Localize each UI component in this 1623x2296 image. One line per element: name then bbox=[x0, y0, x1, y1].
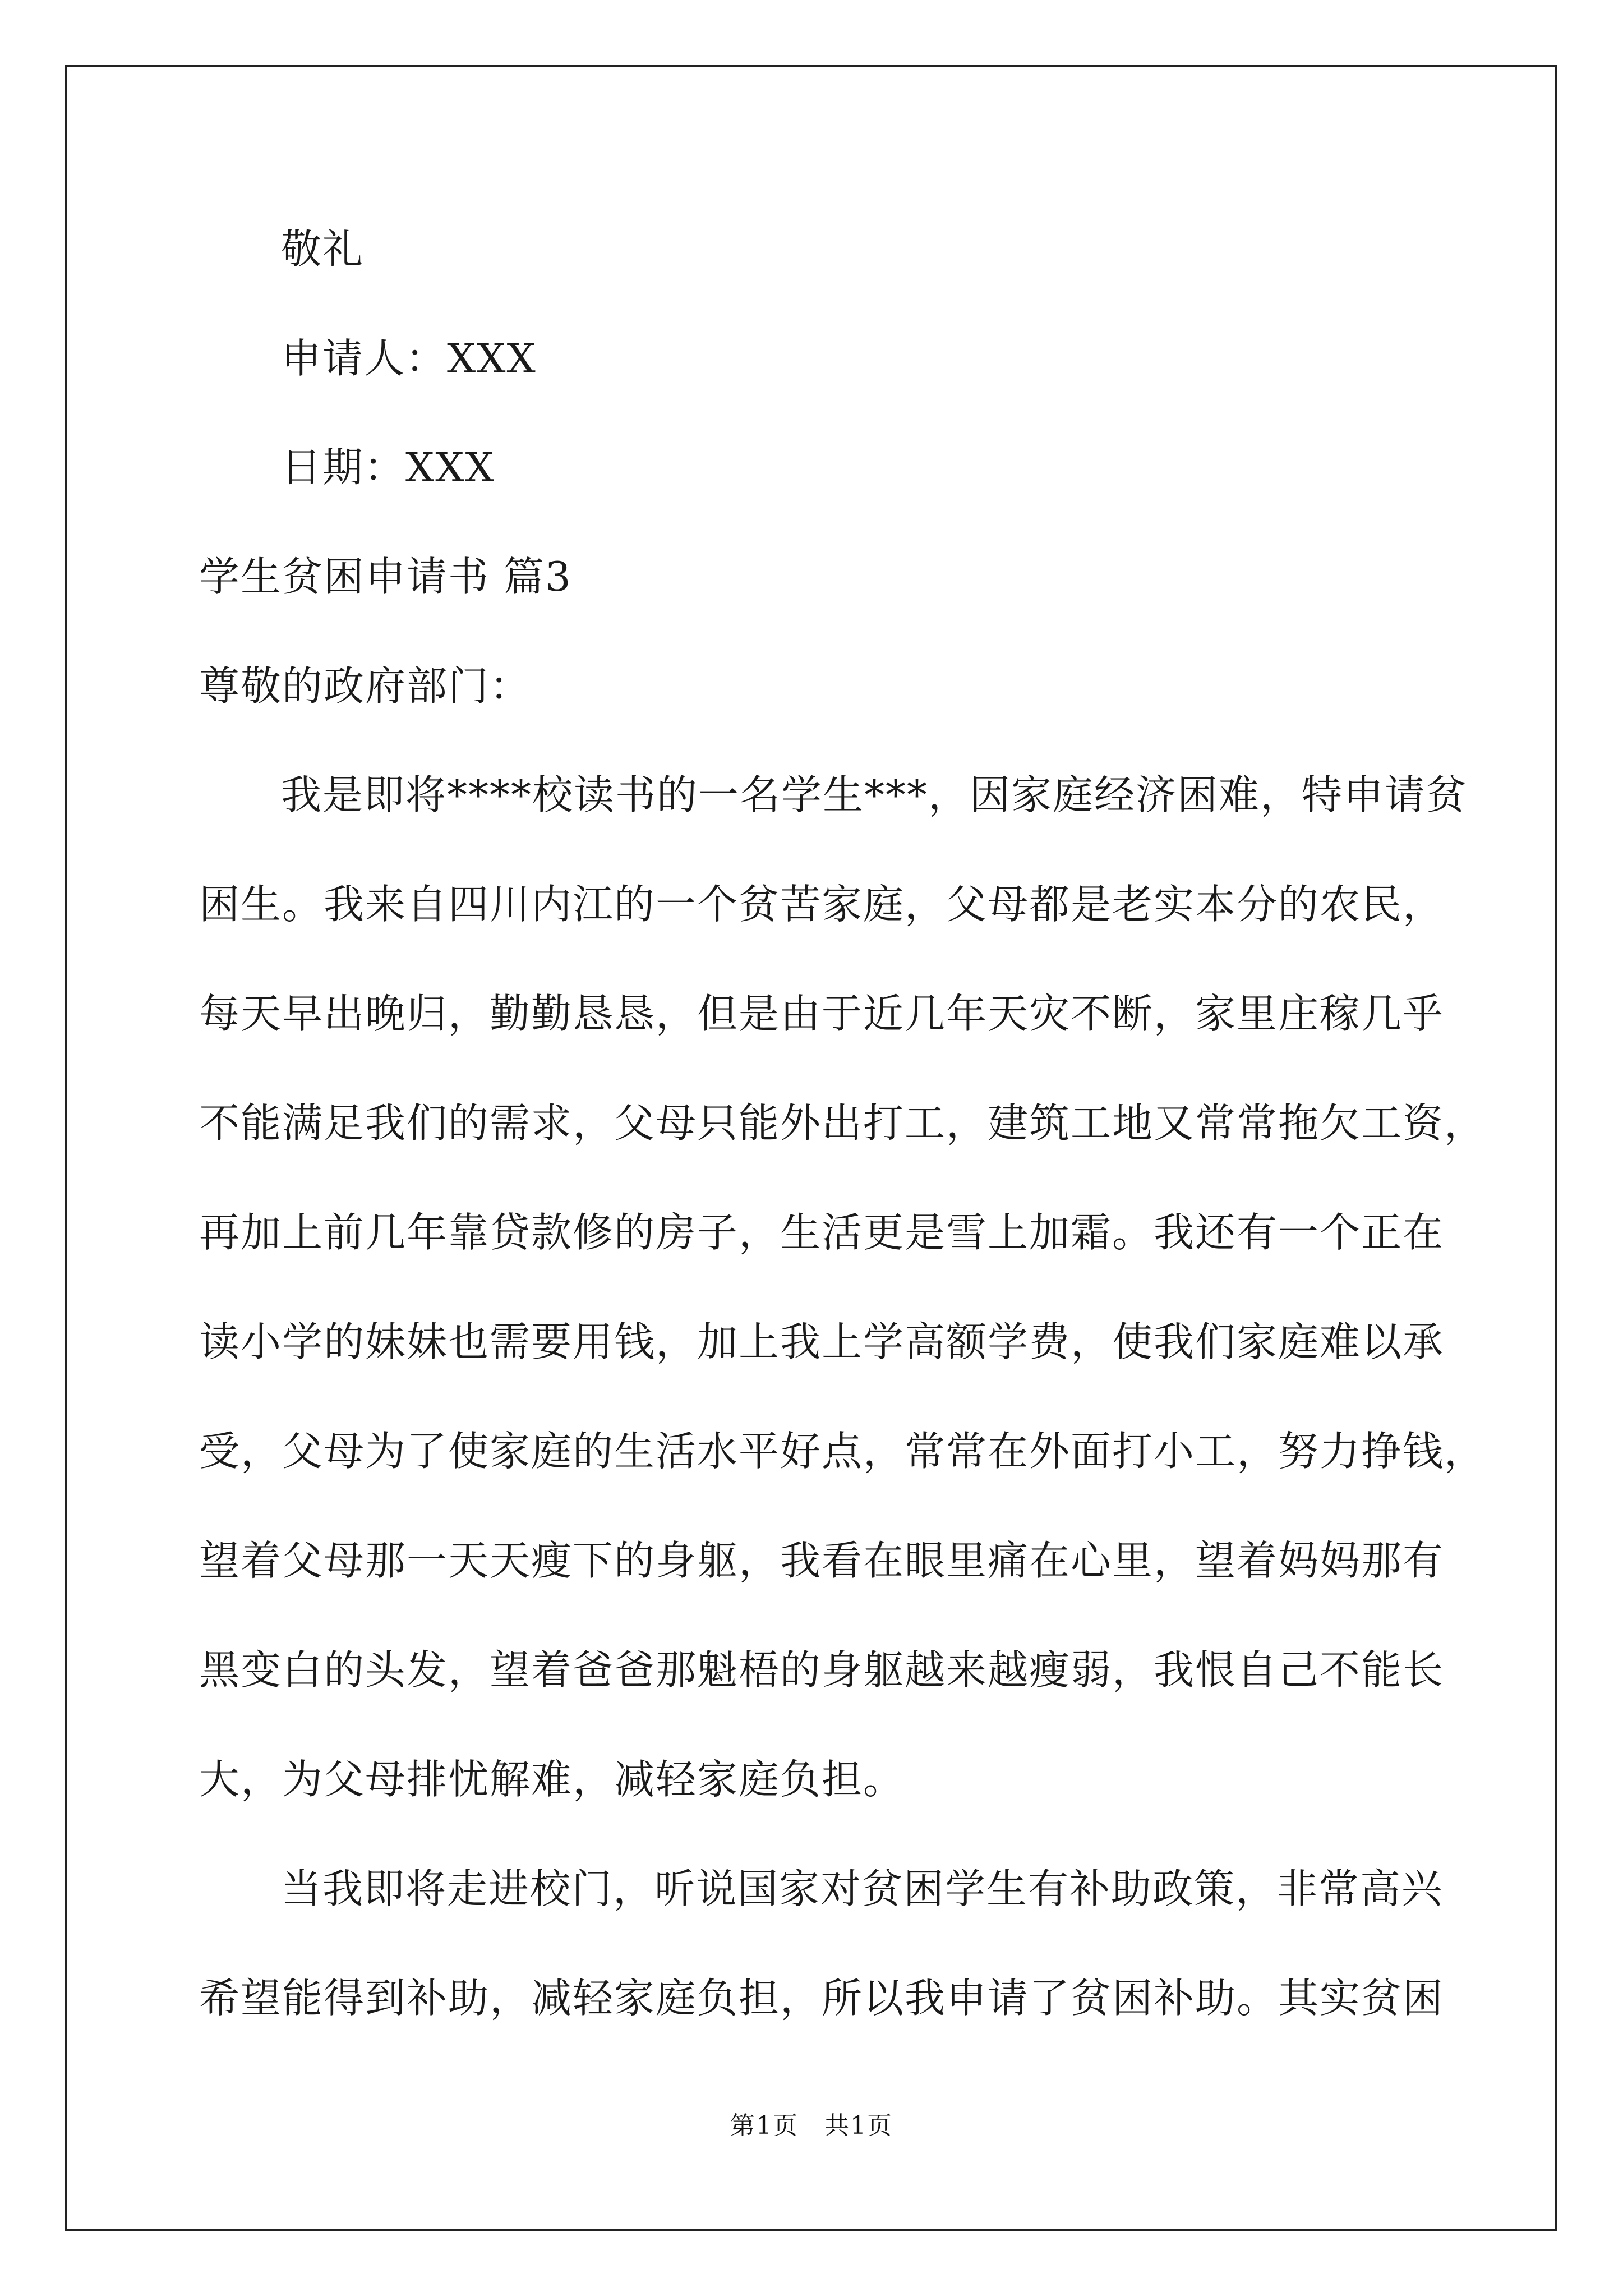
paragraph1-line: 读小学的妹妹也需要用钱，加上我上学高额学费，使我们家庭难以承 bbox=[199, 1318, 1445, 1365]
paragraph2-line: 希望能得到补助，减轻家庭负担，所以我申请了贫困补助。其实贫困 bbox=[199, 1975, 1445, 2022]
page-number-footer: 第1页 共1页 bbox=[730, 2111, 893, 2140]
paragraph2-line: 当我即将走进校门，听说国家对贫困学生有补助政策，非常高兴 bbox=[281, 1865, 1444, 1912]
paragraph1-line: 受，父母为了使家庭的生活水平好点，常常在外面打小工，努力挣钱， bbox=[199, 1428, 1486, 1475]
paragraph1-line: 我是即将****校读书的一名学生***，因家庭经济困难，特申请贫 bbox=[281, 771, 1468, 818]
paragraph1-line: 每天早出晚归，勤勤恳恳，但是由于近几年天灾不断，家里庄稼几乎 bbox=[199, 990, 1445, 1037]
applicant-line: 申请人：XXX bbox=[281, 335, 537, 382]
date-line: 日期：XXX bbox=[281, 444, 495, 491]
paragraph1-line: 大，为父母排忧解难，减轻家庭负担。 bbox=[199, 1756, 905, 1803]
paragraph1-line: 不能满足我们的需求，父母只能外出打工，建筑工地又常常拖欠工资， bbox=[199, 1099, 1486, 1147]
paragraph1-line: 黑变白的头发，望着爸爸那魁梧的身躯越来越瘦弱，我恨自己不能长 bbox=[199, 1646, 1445, 1694]
paragraph1-line: 困生。我来自四川内江的一个贫苦家庭，父母都是老实本分的农民， bbox=[199, 881, 1445, 928]
section-title: 学生贫困申请书 篇3 bbox=[199, 553, 572, 600]
paragraph1-line: 望着父母那一天天瘦下的身躯，我看在眼里痛在心里，望着妈妈那有 bbox=[199, 1537, 1445, 1584]
closing-text: 敬礼 bbox=[281, 226, 365, 273]
salutation: 尊敬的政府部门： bbox=[199, 662, 532, 710]
paragraph1-line: 再加上前几年靠贷款修的房子，生活更是雪上加霜。我还有一个正在 bbox=[199, 1209, 1445, 1256]
